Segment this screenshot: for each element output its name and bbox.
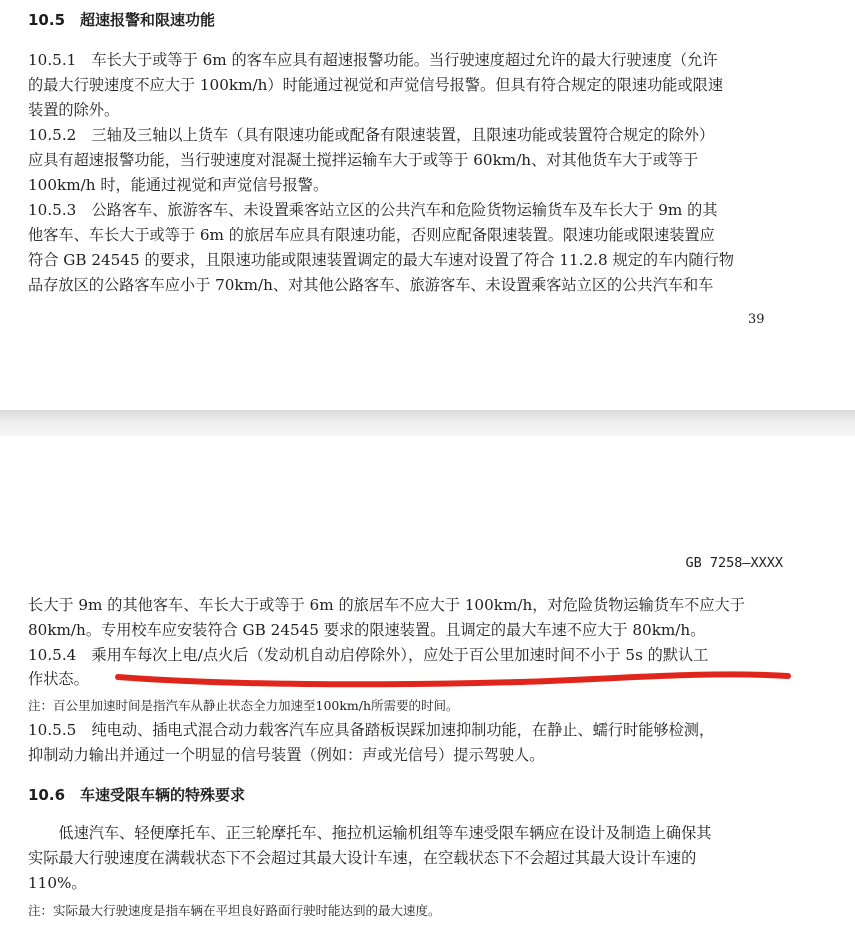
clause-10-5-1-line-1: 10.5.1 车长大于或等于 6m 的客车应具有超速报警功能。当行驶速度超过允许的最大行驶速度（允许 (28, 51, 718, 69)
clause-10-5-3-line-1: 10.5.3 公路客车、旅游客车、未设置乘客站立区的公共汽车和危险货物运输货车及车长大于 9m 的其 (28, 201, 718, 219)
note-acceleration-time: 注：百公里加速时间是指汽车从静止状态全力加速至100km/h所需要的时间。 (28, 698, 459, 713)
clause-10-5-5-line-1: 10.5.5 纯电动、插电式混合动力载客汽车应具备踏板误踩加速抑制功能，在静止、蠕行时能够检测， (28, 721, 715, 739)
clause-10-5-2-line-1: 10.5.2 三轴及三轴以上货车（具有限速功能或配备有限速装置，且限速功能或装置符合规定的除外） (28, 126, 715, 144)
red-handwritten-underline (0, 436, 855, 932)
section-10-6-line-1: 低速汽车、轻便摩托车、正三轮摩托车、拖拉机运输机组等车速受限车辆应在设计及制造上确保其 (28, 824, 712, 842)
clause-10-5-4-line-2: 作状态。 (28, 670, 89, 688)
clause-10-5-2-line-2: 应具有超速报警功能，当行驶速度对混凝土搅拌运输车大于或等于 60km/h、对其他货车大于或等于 (28, 151, 699, 169)
document-code-header: GB 7258—XXXX (685, 555, 783, 571)
clause-10-5-3-line-4: 品存放区的公路客车应小于 70km/h、对其他公路客车、旅游客车、未设置乘客站立区的公共汽车和车 (28, 276, 714, 294)
clause-10-5-3-cont-line-1: 长大于 9m 的其他客车、车长大于或等于 6m 的旅居车不应大于 100km/h，对危险货物运输货车不应大于 (28, 596, 745, 614)
page-separator (0, 410, 855, 436)
section-10-6-line-2: 实际最大行驶速度在满载状态下不会超过其最大设计车速，在空载状态下不会超过其最大设计车速的 (28, 849, 697, 867)
section-10-6-line-3: 110%。 (28, 874, 87, 892)
clause-10-5-3-cont-line-2: 80km/h。专用校车应安装符合 GB 24545 要求的限速装置。且调定的最大车速不应大于 80km/h。 (28, 621, 706, 639)
clause-10-5-3-line-2: 他客车、车长大于或等于 6m 的旅居车应具有限速功能，否则应配备限速装置。限速功能或限速装置应 (28, 226, 715, 244)
clause-10-5-1-line-3: 装置的除外。 (28, 101, 120, 119)
clause-10-5-4-line-1: 10.5.4 乘用车每次上电/点火后（发动机自动启停除外），应处于百公里加速时间不小于 5s 的默认工 (28, 646, 709, 664)
clause-10-5-5-line-2: 抑制动力输出并通过一个明显的信号装置（例如：声或光信号）提示驾驶人。 (28, 746, 545, 764)
document-page-2 (0, 436, 855, 932)
clause-10-5-1-line-2: 的最大行驶速度不应大于 100km/h）时能通过视觉和声觉信号报警。但具有符合规定的限速功能或限速 (28, 76, 724, 94)
clause-10-5-2-line-3: 100km/h 时，能通过视觉和声觉信号报警。 (28, 176, 329, 194)
document-page-1 (0, 0, 855, 410)
section-heading-10-6: 10.6 车速受限车辆的特殊要求 (28, 786, 246, 804)
page-number: 39 (748, 312, 765, 327)
note-max-speed: 注：实际最大行驶速度是指车辆在平坦良好路面行驶时能达到的最大速度。 (28, 903, 441, 918)
clause-10-5-3-line-3: 符合 GB 24545 的要求，且限速功能或限速装置调定的最大车速对设置了符合 11.2.8 规定的车内随行物 (28, 251, 734, 269)
section-heading-10-5: 10.5 超速报警和限速功能 (28, 11, 216, 29)
